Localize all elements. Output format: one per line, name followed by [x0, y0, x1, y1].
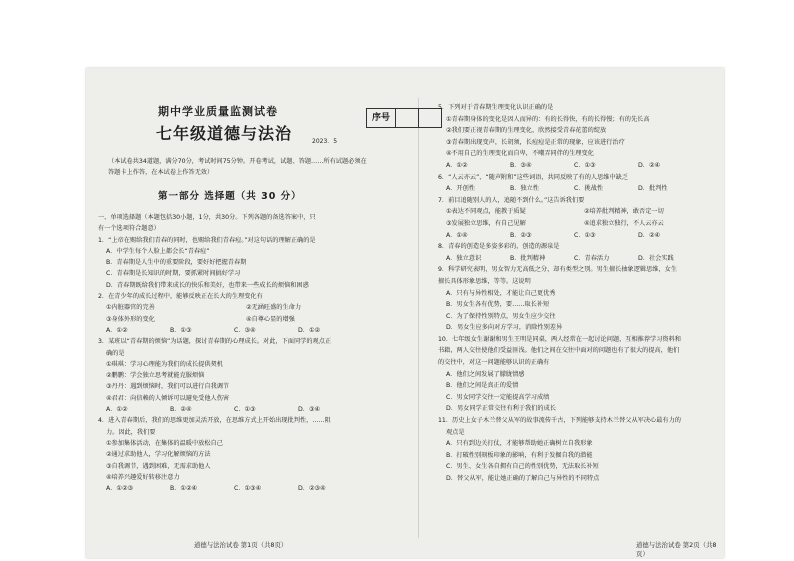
answer-option: C．男生、女生各自拥有自己的性别优势，无法取长补短 — [446, 463, 599, 471]
right-questions — [438, 102, 722, 485]
column-divider — [418, 98, 419, 538]
answer-option: D．青春期既给我们带来成长的快乐和美好，也带来一些成长的烦恼和困惑 — [106, 281, 309, 289]
page-footer-left: 道德与法治试卷 第1页（共8页） — [194, 541, 288, 549]
question-stem: 8．青春的创造是多姿多彩的，创造的源泉是 — [438, 243, 560, 251]
left-questions — [98, 212, 408, 494]
choice-row — [438, 253, 722, 265]
exam-title: 期中学业质量监测试卷 — [158, 105, 278, 118]
choice-row — [98, 325, 408, 336]
exam-subtitle: 七年级道德与法治 — [156, 124, 293, 143]
section-title: 第一部分 选择题（共 30 分） — [158, 191, 302, 202]
choice: D．②④ — [638, 231, 661, 239]
choice-row — [98, 483, 408, 494]
choice: A．①② — [446, 161, 468, 169]
exam-date: 2023．5 — [312, 138, 338, 145]
question-stem-cont: 的交往中，对这一问题能够认识的正确有 — [438, 359, 550, 367]
statement: ③丹丹：遇到烦恼时，我们可以进行自我调节 — [106, 383, 230, 391]
answer-option: C．男女同学交往一定能提高学习成绩 — [446, 393, 550, 401]
right-column — [438, 68, 722, 558]
choice: D．②④ — [638, 161, 661, 169]
choice-row — [98, 404, 408, 415]
question-stem-cont: 观点是 — [446, 428, 465, 436]
choice: D．②③④ — [298, 485, 326, 493]
answer-option: C．青春期是长知识的时期，要抓紧时间搞好学习 — [106, 270, 241, 278]
statement: ②鹏鹏：学会独立思考就能克服烦恼 — [106, 372, 205, 380]
statement: ②培养批判精神，敢否定一切 — [584, 208, 664, 216]
exam-paper — [86, 68, 724, 558]
question-stem: 5．下列对于青春期生理变化认识正确的是 — [438, 104, 554, 111]
choice: A．①② — [106, 326, 128, 334]
statement-row — [98, 314, 408, 325]
question-stem: 3．某班以“青春期的烦恼”为话题，探讨青春期的心理成长。对此，下面同学的观点正 — [98, 338, 332, 346]
question-stem: 6．“人云亦云”、“随声附和”这些词语，共同反映了有的人思维中缺乏 — [438, 173, 629, 181]
choice: C．青春活力 — [574, 254, 610, 262]
question-stem: 2．在青少年的成长过程中，能够反映正在长大的生理变化有 — [98, 293, 263, 301]
choice: A．①② — [106, 406, 128, 414]
answer-option: D．男女生应多向对方学习，消除性别差异 — [446, 324, 563, 332]
statement: ②通过求助他人，学习化解烦恼的方法 — [106, 451, 211, 459]
instruction-line: （本试卷共34道题，满分70分，考试时间75分钟。开卷考试，试题、答题……所有试题必须在 — [108, 158, 367, 165]
choice: D．①② — [298, 326, 321, 334]
left-column — [98, 68, 398, 558]
statement-row — [98, 302, 408, 313]
choice: B．独立性 — [510, 185, 539, 193]
choice: C．①③ — [234, 406, 256, 414]
choice: B．③④ — [510, 161, 532, 169]
question-stem: 7．前目追随别人的人，追随不到什么。”这告诉我们要 — [438, 196, 585, 204]
answer-option: B．男女生各有优势，要……取长补短 — [446, 301, 550, 309]
choice: A．①②③ — [106, 485, 134, 493]
answer-option: B．青春期是人生中的重要阶段，要好好把握青春期 — [106, 259, 247, 267]
answer-option: A．只有到边关打仗，才能够帮助她正确树立自我形象 — [446, 440, 593, 448]
statement: ③发展独立思维，有自己见解 — [446, 219, 526, 227]
choice-row — [438, 230, 722, 242]
statement: ③自我调节，遇到困难，无需求助他人 — [106, 462, 211, 470]
statement-row — [438, 218, 722, 230]
statement-row — [438, 206, 722, 218]
statement: ④不用自己的生理变化而自卑，不嘲弄同伴的生理变化 — [446, 150, 594, 158]
statement: ①内脏器官的完善 — [106, 304, 155, 312]
answer-option: D．男女同学正常交往有利于我们的成长 — [446, 405, 556, 413]
statement: ③青春期出现变声，长胡须，长痘痘是正常的现象，应该进行治疗 — [446, 138, 625, 146]
statement: ③身体外形的变化 — [106, 315, 155, 323]
choice-row — [438, 183, 722, 195]
answer-option: B．他们之间是真正的爱情 — [446, 382, 519, 390]
choice: C．①③④ — [234, 485, 262, 493]
statement: ④追求独立独行，不人云亦云 — [584, 219, 664, 227]
answer-option: B．打破性别刻板印象的影响，有利于发掘自我的潜能 — [446, 451, 593, 459]
answer-option: A．只有与异性相处，才能让自己更优秀 — [446, 289, 556, 297]
statement: ①表达不同观点，能教于质疑 — [446, 208, 526, 216]
question-stem-cont: 力。因此，我们要 — [106, 428, 156, 436]
question-stem-cont: 书籍，两人交往使他们受益匪浅。他们之间在交往中面对的问题也有了很大的提高，他们 — [438, 347, 680, 355]
choice: A．独立意识 — [446, 254, 482, 262]
choice: B．批判精神 — [510, 254, 546, 262]
statement: ②我们要正视青春期的生理变化，欣然接受青春花蕾的绽放 — [446, 127, 607, 135]
answer-option: D．替父从军，能让她正确的了解自己与异性的不同特点 — [446, 475, 600, 482]
choice: D．③④ — [298, 406, 321, 414]
statement: ①琪琪：学习心理能为我们的成长提供契机 — [106, 360, 223, 368]
choice: C．③④ — [234, 326, 256, 334]
question-stem-cont: 确的是 — [106, 349, 125, 357]
choice: C．①③ — [574, 161, 596, 169]
answer-option: A．中学生每个人脸上都会长“青春痘” — [106, 247, 210, 255]
answer-option: A．他们之间发展了朦胧情感 — [446, 370, 525, 378]
instruction-line: 答题卡上作答，在本试卷上作答无效） — [108, 169, 214, 176]
question-stem: 11．历史上女子木兰替父从军的故事流传千古，下列能够支持木兰替父从军决心最有力的 — [438, 417, 681, 425]
text-line: 一、单项选择题（本题包括30小题，1分，共30分。下列各题的备选答案中，只 — [98, 214, 316, 221]
question-stem-cont: 擅长具体形象思维，等等。这说明 — [438, 277, 531, 285]
choice: A．开创性 — [446, 185, 475, 193]
choice: B．①③ — [170, 326, 192, 334]
question-stem: 1．“上帝在赐给我们青春的同时，也赐给我们青春痘。”对这句话的理解正确的是 — [98, 236, 316, 244]
statement: ④君君：向信赖的人倾诉可以避免受他人伤害 — [106, 394, 230, 402]
question-stem: 4．进入青春期后，我们的思维更加灵活开放，在思维方式上开始出现批判性，……阻 — [98, 417, 331, 425]
choice: D．批判性 — [638, 185, 668, 193]
choice: C．挑战性 — [574, 185, 604, 193]
text-line: 有一个选项符合题意） — [98, 225, 160, 233]
page-footer-right: 道德与法治试卷 第2页（共8页） — [636, 541, 717, 558]
choice: B．②③ — [510, 231, 532, 239]
question-stem: 9．科学研究表明，男女智力无高低之分，却有类型之别。男生擅长抽象逻辑思维，女生 — [438, 266, 678, 274]
answer-option: C．为了保持性别特点，男女生应少交往 — [446, 312, 556, 320]
statement: ②无涵旺盛的生命力 — [246, 304, 302, 312]
seat-number-box — [366, 108, 442, 128]
statement: ①参加集体活动，在集体的温暖中放松自己 — [106, 439, 223, 447]
choice: B．①②④ — [170, 485, 198, 493]
choice: B．②④ — [170, 406, 192, 414]
statement: ④自尊心显的增强 — [246, 315, 295, 323]
statement: ④培养兴趣爱好转移注意力 — [106, 473, 180, 481]
seat-number-cell — [396, 109, 419, 127]
choice: C．①③ — [574, 231, 596, 239]
choice-row — [438, 160, 722, 172]
exam-instructions — [108, 156, 398, 178]
statement: ①青春期身体的变化是因人而异的：有的长得快，有的长得慢；有的先长高 — [446, 115, 650, 123]
question-stem: 10．七年级女生谢谢和男生王明是同桌，两人经常在一起讨论问题，互相推荐学习资料和 — [438, 335, 681, 343]
choice: D．社会实践 — [638, 254, 674, 262]
choice: A．①④ — [446, 231, 468, 239]
seat-number-label: 序号 — [367, 109, 396, 127]
